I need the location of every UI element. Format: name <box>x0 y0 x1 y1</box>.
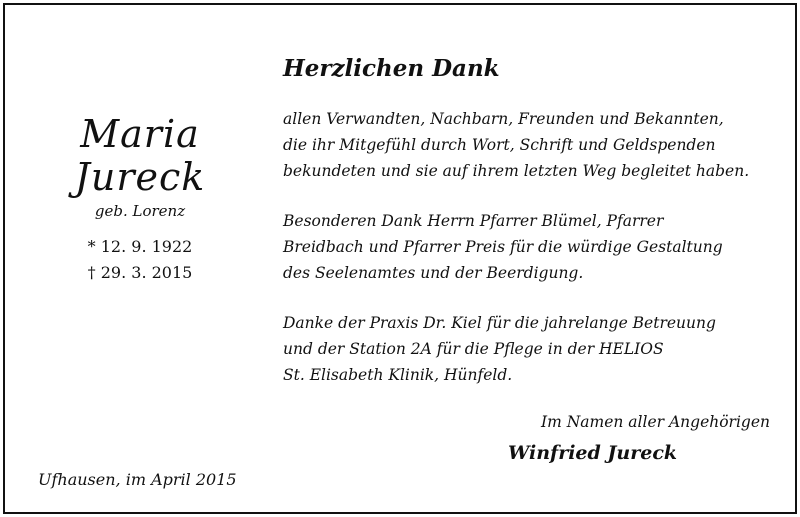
text-line: Besonderen Dank Herrn Pfarrer Blümel, Pfarrer <box>283 212 664 230</box>
text-line: allen Verwandten, Nachbarn, Freunden und Bekannten, <box>283 110 724 128</box>
text-line: St. Elisabeth Klinik, Hünfeld. <box>283 366 513 384</box>
text-line: Breidbach und Pfarrer Preis für die würdige Gestaltung <box>283 238 723 256</box>
notice-title: Herzlichen Dank <box>283 55 500 82</box>
signature-intro: Im Namen aller Angehörigen <box>540 413 770 431</box>
birth-date: * 12. 9. 1922 <box>87 237 193 256</box>
text-line: bekundeten und sie auf ihrem letzten Weg begleitet haben. <box>283 162 750 180</box>
maiden-name: geb. Lorenz <box>94 202 186 220</box>
text-line: und der Station 2A für die Pflege in der HELIOS <box>283 340 664 358</box>
paragraph-thanks <box>283 106 773 184</box>
text-line: die ihr Mitgefühl durch Wort, Schrift und Geldspenden <box>283 136 716 154</box>
deceased-last-name: Jureck <box>74 155 206 199</box>
text-line: des Seelenamtes und der Beerdigung. <box>283 264 584 282</box>
paragraph-clergy <box>283 208 773 286</box>
deceased-first-name: Maria <box>80 112 200 156</box>
text-line: Danke der Praxis Dr. Kiel für die jahrelange Betreuung <box>283 314 716 332</box>
place-date: Ufhausen, im April 2015 <box>38 470 237 489</box>
death-date: † 29. 3. 2015 <box>87 263 193 282</box>
paragraph-care <box>283 310 773 388</box>
signature-name: Winfried Jureck <box>508 442 678 464</box>
